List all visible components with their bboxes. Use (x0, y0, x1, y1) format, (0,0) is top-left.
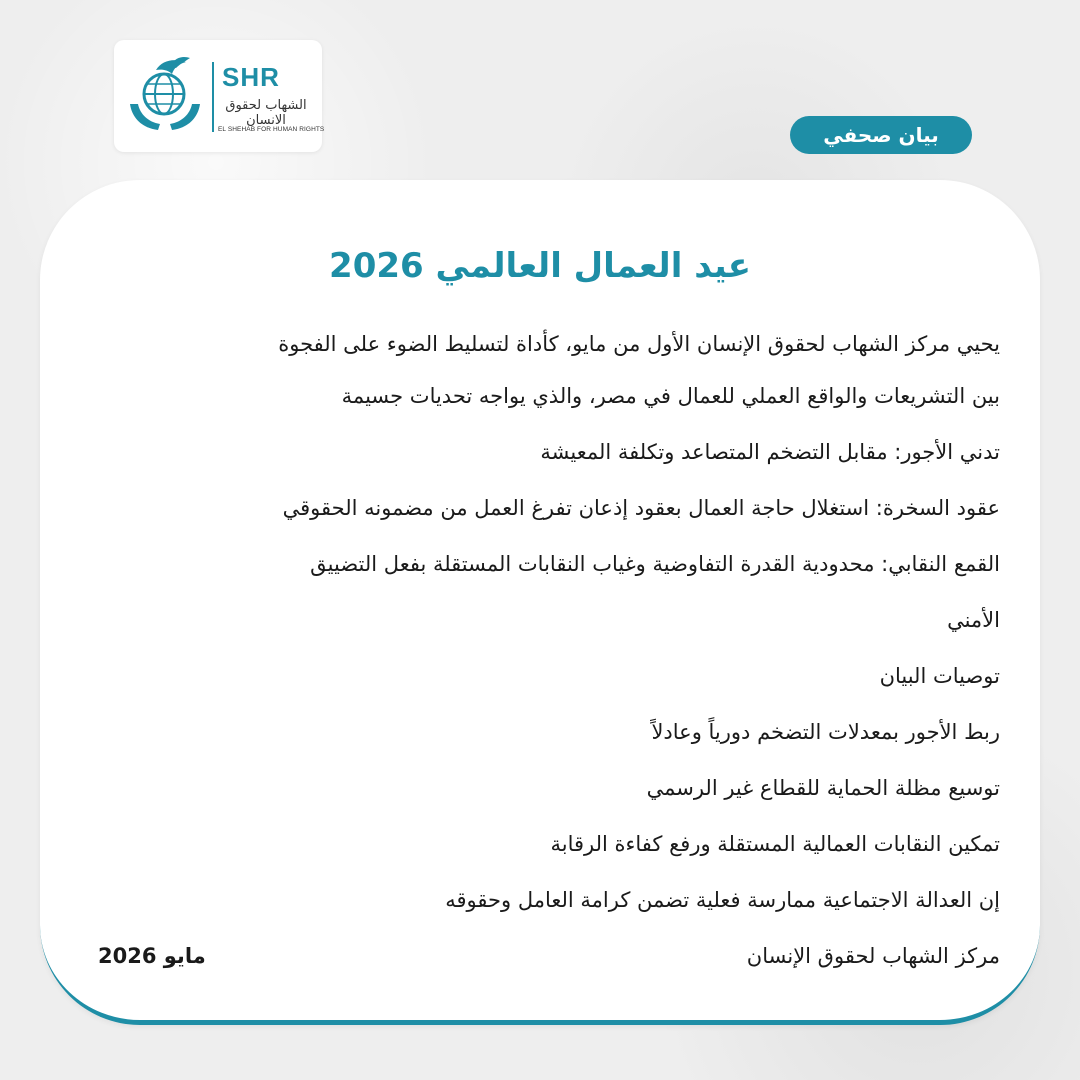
organization-logo (114, 40, 325, 152)
press-release-badge: بيان صحفي (790, 116, 972, 154)
logo-english-name: EL SHEHAB FOR HUMAN RIGHTS (218, 126, 325, 133)
logo-arabic-name: الشهاب لحقوق الانسان (225, 98, 307, 128)
statement-line: تدني الأجور: مقابل التضخم المتصاعد وتكلفة المعيشة (540, 440, 1000, 464)
logo-abbreviation: SHR (222, 62, 280, 92)
recommendation-item: تمكين النقابات العمالية المستقلة ورفع كفاءة الرقابة (550, 832, 1000, 856)
recommendations-heading: توصيات البيان (879, 664, 1000, 688)
dove-globe-hands-icon (126, 56, 204, 136)
statement-line: بين التشريعات والواقع العملي للعمال في مصر، والذي يواجه تحديات جسيمة (341, 384, 1000, 408)
recommendation-item: توسيع مظلة الحماية للقطاع غير الرسمي (646, 776, 1000, 800)
statement-line: يحيي مركز الشهاب لحقوق الإنسان الأول من مايو، كأداة لتسليط الضوء على الفجوة (278, 332, 1000, 356)
closing-statement: إن العدالة الاجتماعية ممارسة فعلية تضمن كرامة العامل وحقوقه (445, 888, 1000, 912)
statement-line: الأمني (947, 608, 1000, 632)
signature-organization: مركز الشهاب لحقوق الإنسان (746, 944, 1000, 968)
statement-line: القمع النقابي: محدودية القدرة التفاوضية وغياب النقابات المستقلة بفعل التضييق (310, 552, 1000, 576)
statement-line: عقود السخرة: استغلال حاجة العمال بعقود إذعان تفرغ العمل من مضمونه الحقوقي (282, 496, 1000, 520)
logo-divider (212, 62, 214, 132)
statement-title: عيد العمال العالمي 2026 (329, 246, 751, 286)
recommendation-item: ربط الأجور بمعدلات التضخم دورياً وعادلاً (651, 720, 1000, 744)
signature-date: مايو 2026 (98, 944, 206, 968)
